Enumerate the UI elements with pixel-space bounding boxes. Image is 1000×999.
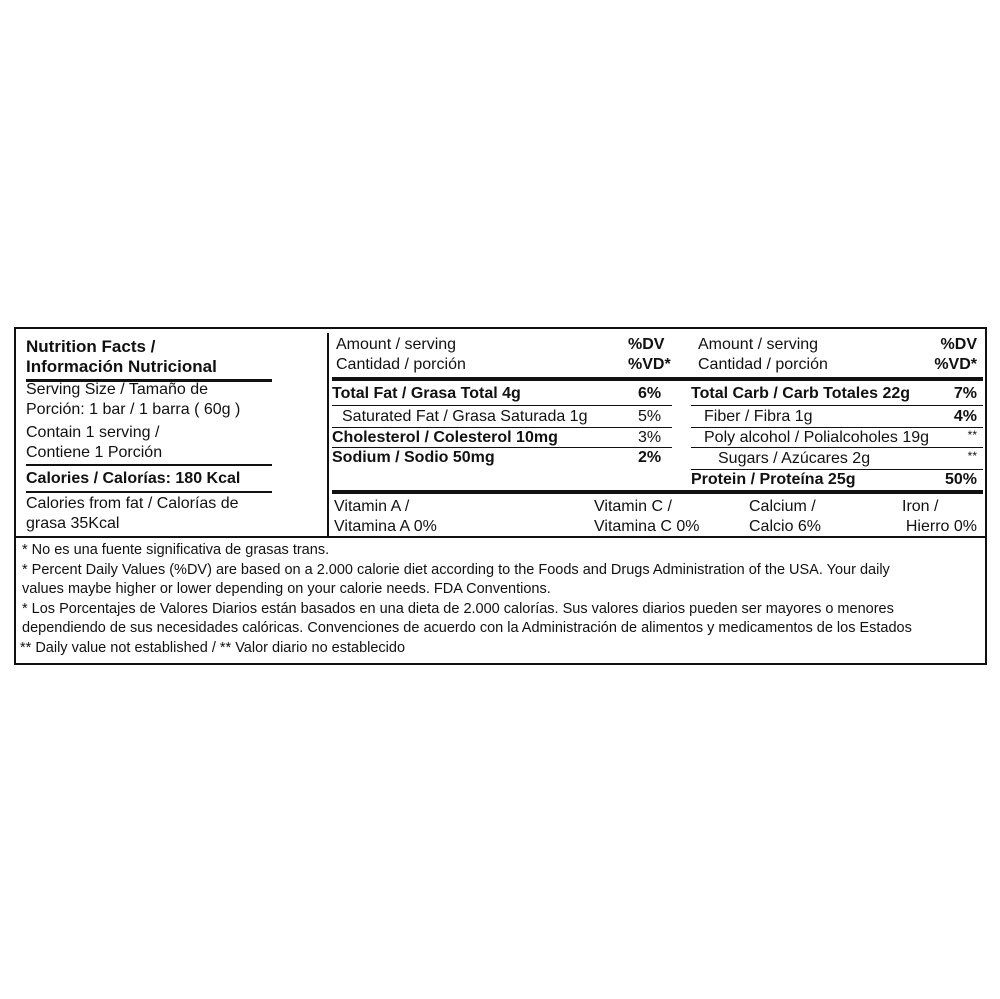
vitamin-c-line2: Vitamina C 0% (594, 518, 700, 535)
servings-line2: Contiene 1 Porción (26, 444, 163, 461)
poly-alcohol-label: Poly alcohol / Polialcoholes 19g (704, 429, 930, 446)
sugars-dv: ** (967, 449, 977, 463)
vitamin-c-line1: Vitamin C / (594, 498, 672, 515)
total-fat-dv: 6% (638, 385, 662, 402)
saturated-fat-label: Saturated Fat / Grasa Saturada 1g (342, 408, 588, 425)
calories-total: Calories / Calorías: 180 Kcal (26, 470, 241, 487)
header-rule (332, 377, 983, 381)
footnote-dv-es-line2: dependiendo de sus necesidades calóricas. Convenciones de acuerdo con la Administración de alimentos y medicamentos de los Estados (22, 620, 912, 636)
iron-line2: Hierro 0% (905, 518, 977, 535)
sodium-dv: 2% (638, 449, 662, 466)
vd-header: %VD* (628, 356, 671, 373)
serving-size-line2: Porción: 1 bar / 1 barra ( 60g ) (26, 401, 241, 418)
sodium-label: Sodium / Sodio 50mg (332, 449, 495, 466)
vitamin-a-line1: Vitamin A / (334, 498, 410, 515)
calcium-line2: Calcio 6% (749, 518, 822, 535)
sugars-label: Sugars / Azúcares 2g (718, 450, 871, 467)
column-divider (327, 333, 329, 536)
total-carb-dv: 7% (953, 385, 977, 402)
calcium-line1: Calcium / (749, 498, 816, 515)
cholesterol-dv: 3% (638, 429, 662, 446)
row-rule (332, 405, 672, 406)
footnote-rule (16, 536, 985, 538)
calories-from-fat-line1: Calories from fat / Calorías de (26, 495, 239, 512)
amount-header: Amount / serving (336, 336, 457, 353)
iron-line1: Iron / (902, 498, 939, 515)
cantidad-header: Cantidad / porción (336, 356, 466, 373)
footnote-dv-en-line2: values maybe higher or lower depending on your calorie needs. FDA Conventions. (22, 581, 551, 597)
dv-header-right: %DV (940, 336, 977, 353)
fiber-label: Fiber / Fibra 1g (704, 408, 813, 425)
amount-header-right: Amount / serving (698, 336, 819, 353)
saturated-fat-dv: 5% (638, 408, 662, 425)
protein-label: Protein / Proteína 25g (691, 471, 856, 488)
calories-rule (26, 491, 272, 493)
vd-header-right: %VD* (934, 356, 977, 373)
nutrition-facts-label (14, 327, 987, 665)
row-rule (691, 405, 983, 406)
footnote-dv-es-line1: * Los Porcentajes de Valores Diarios están basados en una dieta de 2.000 calorías. Sus valores diarios pueden ser mayores o menores (22, 601, 894, 617)
vitamin-a-line2: Vitamina A 0% (334, 518, 437, 535)
servings-rule (26, 464, 272, 466)
calories-from-fat-line2: grasa 35Kcal (26, 515, 120, 532)
poly-alcohol-dv: ** (967, 428, 977, 442)
title-spanish: Información Nutricional (26, 357, 217, 376)
dv-header: %DV (628, 336, 665, 353)
servings-line1: Contain 1 serving / (26, 424, 160, 441)
fiber-dv: 4% (953, 408, 977, 425)
footnote-trans-fat: * No es una fuente significativa de grasas trans. (22, 542, 330, 558)
footnote-not-established: ** Daily value not established / ** Valor diario no establecido (20, 640, 406, 656)
protein-dv: 50% (944, 471, 977, 488)
footnote-dv-en-line1: * Percent Daily Values (%DV) are based on a 2.000 calorie diet according to the Foods and Drugs Administration of the USA. Your daily (22, 562, 890, 578)
title-english: Nutrition Facts / (26, 337, 156, 356)
vitamins-rule (332, 490, 983, 494)
serving-size-line1: Serving Size / Tamaño de (26, 381, 209, 398)
cantidad-header-right: Cantidad / porción (698, 356, 828, 373)
total-carb-label: Total Carb / Carb Totales 22g (691, 385, 911, 402)
total-fat-label: Total Fat / Grasa Total 4g (332, 385, 521, 402)
cholesterol-label: Cholesterol / Colesterol 10mg (332, 429, 558, 446)
row-rule (691, 447, 983, 448)
